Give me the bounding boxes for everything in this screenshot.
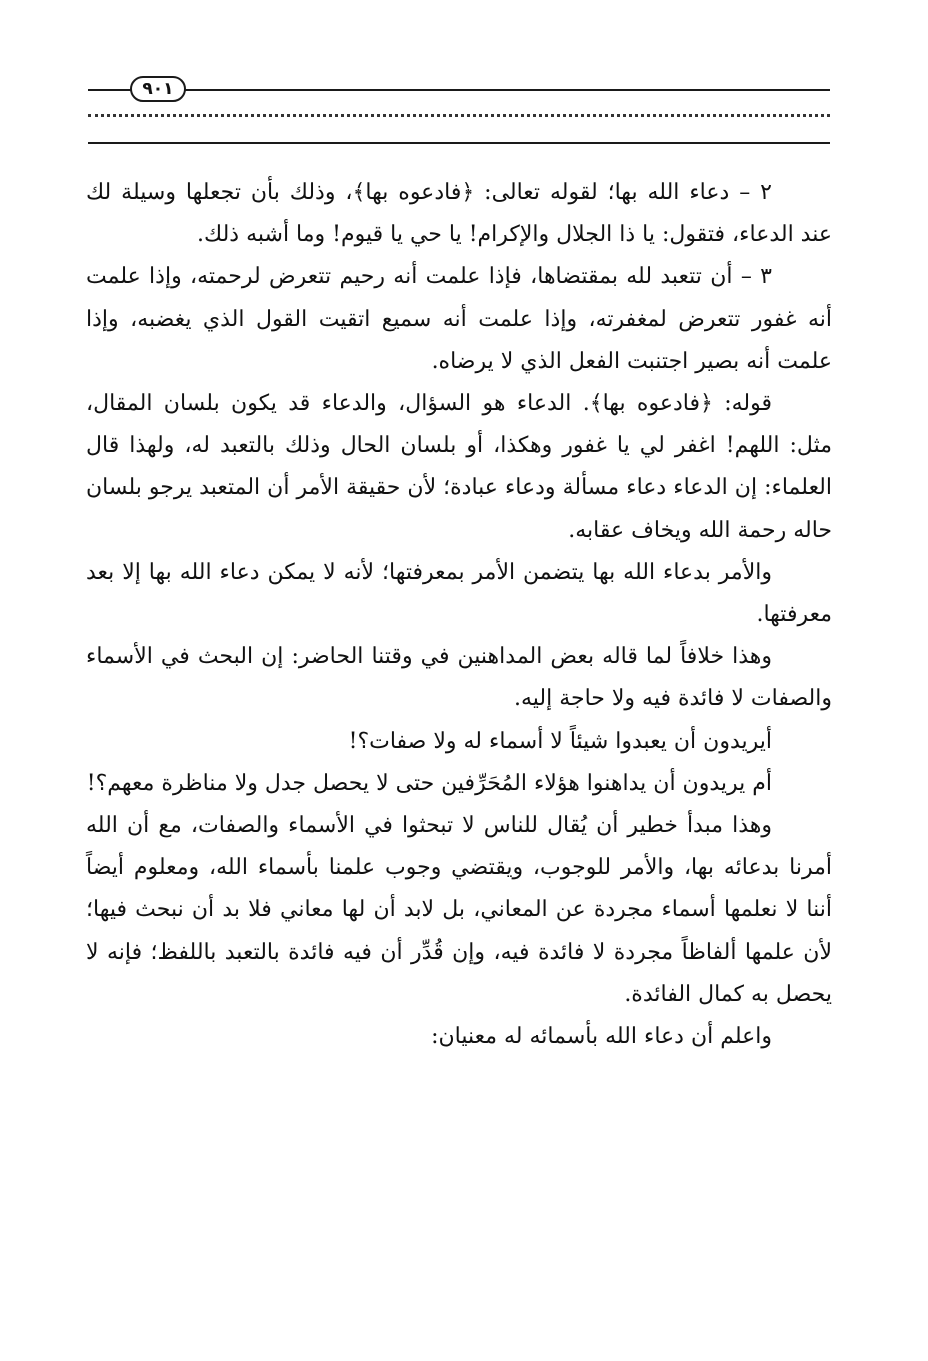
paragraph-commentary-call: قوله: ﴿فادعوه بها﴾. الدعاء هو السؤال، والدعاء قد يكون بلسان المقال، مثل: اللهم! اغفر لي يا غفور وهكذا، أو بلسان الحال وذلك بالتعبد له، ولهذا قال العلماء: إن الدعاء دعاء مسألة ودعاء عبادة؛ لأن حقيقة الأمر أن المتعبد يرجو بلسان حاله رحمة الله ويخاف عقابه.: [86, 391, 832, 543]
header-rule-right: [184, 89, 830, 91]
paragraph-dangerous-principle: وهذا مبدأ خطير أن يُقال للناس لا تبحثوا في الأسماء والصفات، مع أن الله أمرنا بدعائه بها، والأمر للوجوب، ويقتضي وجوب علمنا بأسماء الله، ومعلوم أيضاً أننا لا نعلمها أسماء مجردة عن المعاني، بل لابد أن لها معاني فلا بد أن نبحث فيها؛ لأن علمها ألفاظاً مجردة لا فائدة فيه، وإن قُدِّر أن فيه فائدة بالتعبد باللفظ؛ فإنه لا يحصل به كمال الفائدة.: [86, 813, 832, 1007]
paragraph-item-2: ٢ – دعاء الله بها؛ لقوله تعالى: ﴿فادعوه بها﴾، وذلك بأن تجعلها وسيلة لك عند الدعاء، فتقول: يا ذا الجلال والإكرام! يا حي يا قيوم! وما أشبه ذلك.: [86, 180, 832, 248]
paragraph-question-2: أم يريدون أن يداهنوا هؤلاء المُحَرِّفين حتى لا يحصل جدل ولا مناظرة معهم؟!: [86, 770, 772, 796]
header-rule-left: [88, 89, 132, 91]
paragraph-item-3: ٣ – أن تتعبد لله بمقتضاها، فإذا علمت أنه رحيم تتعرض لرحمته، وإذا علمت أنه غفور تتعرض لمغفرته، وإذا علمت أنه سميع اتقيت القول الذي يغضبه، وإذا علمت أنه بصير اجتنبت الفعل الذي لا يرضاه.: [86, 264, 832, 374]
header-dotted-divider: [88, 114, 830, 117]
paragraph-two-meanings: واعلم أن دعاء الله بأسمائه له معنيان:: [431, 1024, 772, 1050]
page-number: ٩٠١: [130, 76, 186, 102]
paragraph-contrary-view: وهذا خلافاً لما قاله بعض المداهنين في وقتنا الحاضر: إن البحث في الأسماء والصفات لا فائدة فيه ولا حاجة إليه.: [86, 644, 832, 712]
page-body: [86, 172, 832, 1058]
header-rule-bottom: [88, 142, 830, 144]
paragraph-question-1: أيريدون أن يعبدوا شيئاً لا أسماء له ولا صفات؟!: [348, 728, 772, 754]
paragraph-command-knowledge: والأمر بدعاء الله بها يتضمن الأمر بمعرفتها؛ لأنه لا يمكن دعاء الله بها إلا بعد معرفتها.: [86, 559, 832, 628]
page-header: [88, 70, 830, 150]
